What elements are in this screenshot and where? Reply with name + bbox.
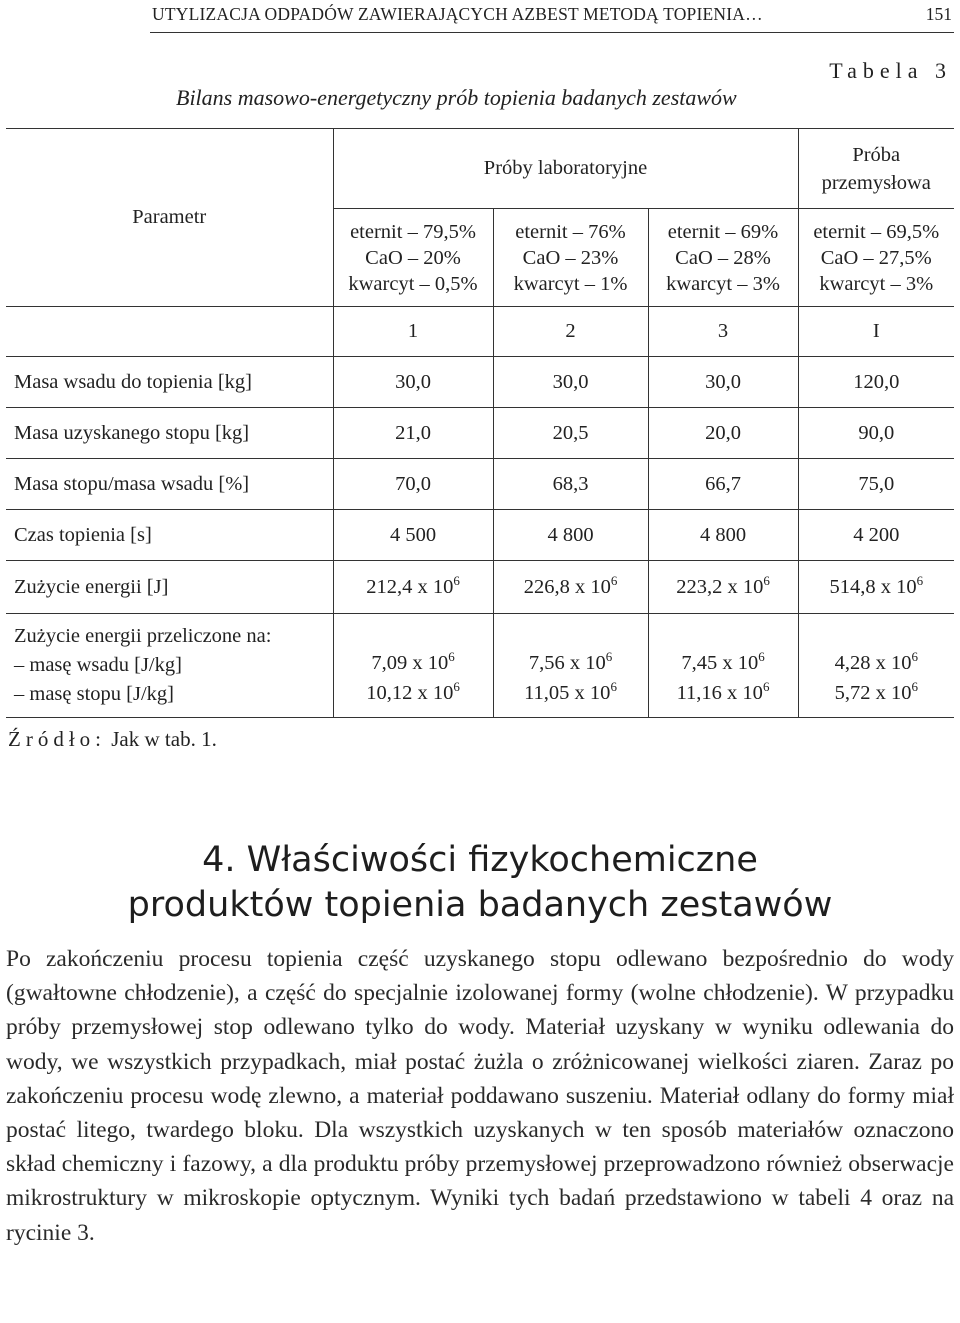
param-header: Parametr [132,206,207,228]
cell-value: 70,0 [333,459,493,510]
comp-line: kwarcyt – 1% [513,272,628,295]
cell-value: 4 500 [333,510,493,561]
energy-mantissa: 212,4 x 10 [366,575,454,598]
exponent: 6 [605,649,613,664]
sample-id: 1 [333,307,493,357]
body-paragraph: Po zakończeniu procesu topienia część uzyskanego stopu odlewano bezpośrednio do wody (gwałtowne chłodzenie), a część do specjalnie izolowanej formy (wolne chłodzenie). W przypadku próby przemysłowej stop odlewano tylko do wody. Materiał uzyskany w wyniku odlewania do wody, we wszystkich przypadkach, miał postać żużla o zróżnicowanej wielkości ziaren. Zaraz po zakończeniu procesu wodę zlewno, a materiał poddawano suszeniu. Materiał odlany do formy miał postać litego, twardego bloku. Dla wszystkich uzyskanych w ten sposób materiałów oznaczono skład chemiczny i fazowy, a dla produktu próby przemysłowej przeprowadzono również obserwacje mikrostruktury w mikroskopie optycznym. Wyniki tych badań przedstawiono w tabeli 4 oraz na rycinie 3. [6,946,954,1246]
cell-value: 30,0 [333,357,493,408]
cell-value: 68,3 [493,459,648,510]
comp-line: kwarcyt – 0,5% [348,272,478,295]
cell-value: 4 200 [798,510,954,561]
composition-1 [333,209,493,307]
energy-value [493,561,648,614]
exponent: 6 [610,679,617,694]
exponent: 6 [916,572,924,588]
sample-id: I [798,307,954,357]
exponent: 6 [453,679,460,694]
comp-line: kwarcyt – 3% [819,272,934,295]
exponent: 6 [911,679,918,694]
table-source-note [8,727,217,752]
row-label: Czas topienia [s] [14,523,152,546]
recalc-values [798,614,954,718]
comp-line: CaO – 23% [522,246,619,269]
row-label: Masa stopu/masa wsadu [%] [14,472,250,495]
page-number: 151 [925,4,952,24]
lab-samples-header: Próby laboratoryjne [333,129,798,209]
cell-value: 90,0 [798,408,954,459]
sample-id: 3 [648,307,798,357]
recalc-row-label [6,614,333,718]
composition-industrial [798,209,954,307]
recalc-alloy-label: – masę stopu [J/kg] [14,683,174,705]
energy-mantissa: 223,2 x 10 [676,575,764,598]
exponent: 6 [762,679,770,694]
energy-value [648,561,798,614]
energy-mantissa: 514,8 x 10 [829,575,917,598]
running-title: UTYLIZACJA ODPADÓW ZAWIERAJĄCYCH AZBEST METODĄ TOPIENIA… [152,4,763,24]
energy-value [333,561,493,614]
source-text: Jak w tab. 1. [106,727,217,751]
comp-line: eternit – 76% [515,220,626,243]
row-label: Masa wsadu do topienia [kg] [14,370,252,393]
exponent: 6 [448,649,455,664]
comp-line: eternit – 69% [667,220,779,243]
cell-value: 30,0 [648,357,798,408]
cell-value: 75,0 [798,459,954,510]
comp-line: CaO – 20% [365,246,461,269]
energy-value [798,561,954,614]
feed-value: 7,45 x 10 [681,652,759,674]
comp-line: eternit – 69,5% [813,220,940,243]
exponent: 6 [610,572,618,588]
section-heading [0,838,960,928]
composition-2 [493,209,648,307]
recalc-values [648,614,798,718]
energy-row-label: Zużycie energii [J] [14,575,169,598]
recalc-values [333,614,493,718]
cell-value: 21,0 [333,408,493,459]
alloy-value: 11,05 x 10 [524,682,611,704]
cell-value: 66,7 [648,459,798,510]
comp-line: CaO – 28% [675,246,771,269]
industrial-header-line2: przemysłowa [821,171,931,194]
alloy-value: 5,72 x 10 [834,682,912,704]
alloy-value: 10,12 x 10 [366,682,454,704]
energy-mantissa: 226,8 x 10 [523,575,611,598]
cell-value: 30,0 [493,357,648,408]
row-label: Masa uzyskanego stopu [kg] [14,421,250,444]
table-label: Tabela 3 [829,58,952,83]
industrial-header-line1: Próba [852,143,901,166]
industrial-sample-header [798,129,954,209]
cell-value: 20,0 [648,408,798,459]
section-heading-line2: produktów topienia badanych zestawów [127,885,833,925]
cell-value: 4 800 [648,510,798,561]
feed-value: 7,56 x 10 [528,652,606,674]
cell-value: 4 800 [493,510,648,561]
sample-id: 2 [493,307,648,357]
comp-line: eternit – 79,5% [350,220,476,243]
header-divider [150,32,954,33]
table-caption: Bilans masowo-energetyczny prób topienia badanych zestawów [176,85,737,110]
cell-value: 20,5 [493,408,648,459]
recalc-title: Zużycie energii przeliczone na: [14,625,272,647]
cell-value: 120,0 [798,357,954,408]
source-label: Źródło: [8,727,106,751]
mass-energy-balance-table [6,128,954,718]
sample-id-label-cell [6,307,333,357]
alloy-value: 11,16 x 10 [676,682,763,704]
composition-3 [648,209,798,307]
exponent: 6 [911,649,918,664]
exponent: 6 [453,572,460,588]
section-heading-line1: 4. Właściwości fizykochemiczne [202,840,758,880]
recalc-values [493,614,648,718]
comp-line: CaO – 27,5% [820,246,932,269]
recalc-feed-label: – masę wsadu [J/kg] [14,654,182,676]
feed-value: 4,28 x 10 [834,652,912,674]
exponent: 6 [763,572,770,588]
feed-value: 7,09 x 10 [371,652,449,674]
exponent: 6 [758,649,765,664]
comp-line: kwarcyt – 3% [666,272,780,295]
